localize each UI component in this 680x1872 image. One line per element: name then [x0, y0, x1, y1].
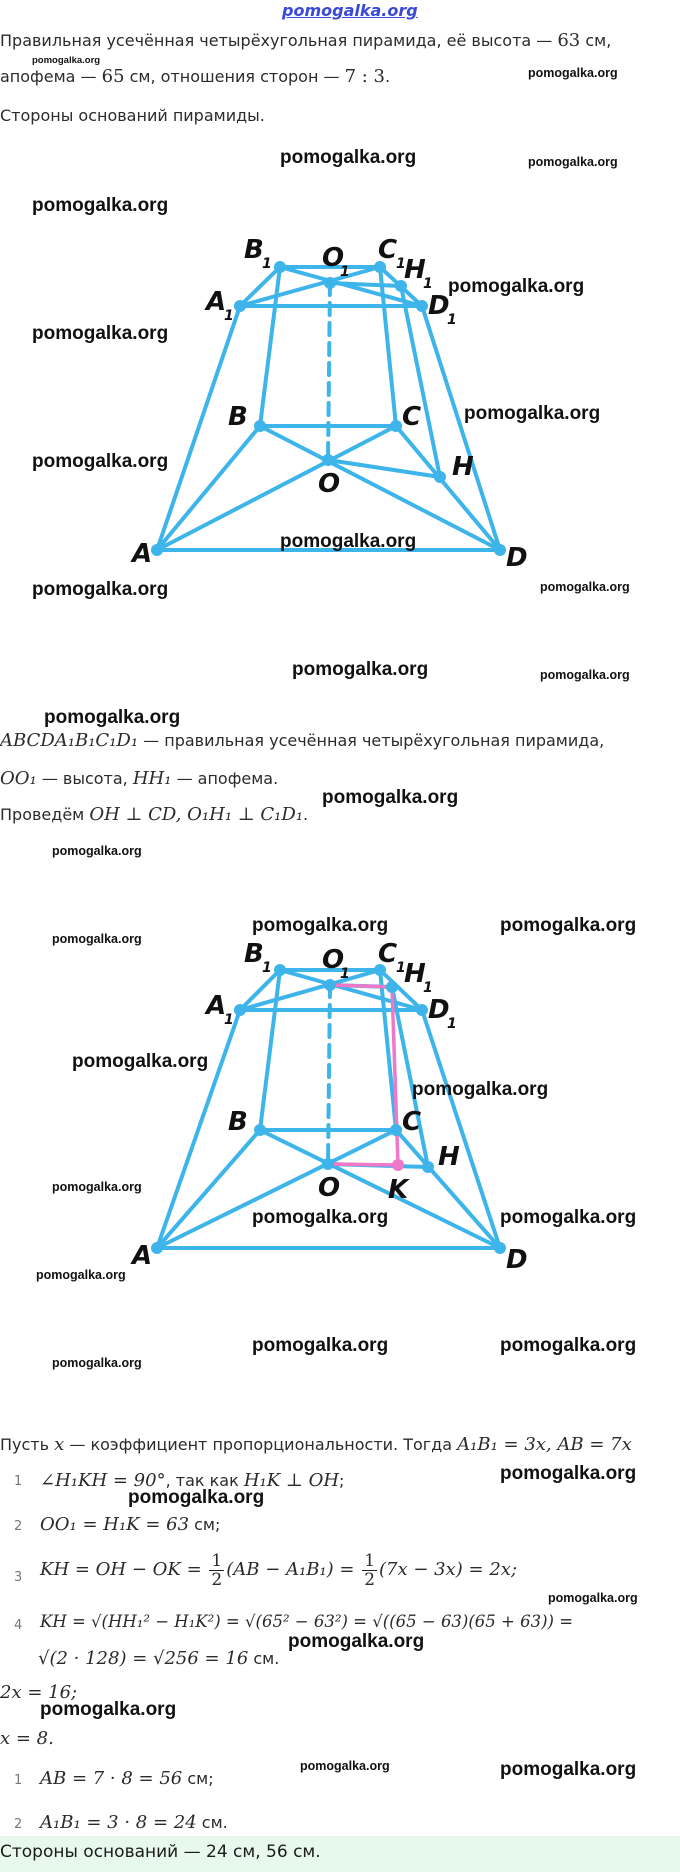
apothem-value: 65 [101, 66, 125, 87]
step-3 [40, 1552, 517, 1589]
watermark: pomogalka.org [52, 932, 142, 946]
step-math: ∠H₁KH = 90° [40, 1470, 166, 1491]
watermark: pomogalka.org [412, 1079, 549, 1100]
result-1 [40, 1768, 214, 1789]
watermark: pomogalka.org [32, 579, 169, 600]
var-x: x [54, 1434, 65, 1455]
result-number: 2 [14, 1817, 23, 1832]
apothem-segment: HH₁ [132, 768, 172, 789]
watermark: pomogalka.org [448, 276, 585, 297]
step-math: √(2 · 128) = √256 = 16 [38, 1648, 249, 1669]
result-text: см. [196, 1813, 228, 1832]
problem-text: апофема — [0, 67, 102, 86]
label-sub: 1 [224, 1012, 234, 1028]
step-math: OO₁ = H₁K = 63 [40, 1514, 190, 1535]
solution-line-2 [0, 768, 278, 789]
result-text: см; [182, 1769, 214, 1788]
watermark: pomogalka.org [52, 1180, 142, 1194]
step-math: KH = OH − OK = [40, 1559, 208, 1580]
step-math: (AB − A₁B₁) = [226, 1559, 361, 1580]
fraction [209, 1552, 224, 1589]
problem-text: Правильная усечённая четырёхугольная пирамида, её высота — [0, 31, 558, 50]
watermark: pomogalka.org [322, 787, 459, 808]
step-math: H₁K ⊥ OH [243, 1470, 340, 1491]
fraction [362, 1552, 377, 1589]
label-C: C [402, 402, 422, 432]
height-segment: OO₁ [0, 768, 37, 789]
watermark: pomogalka.org [72, 1051, 209, 1072]
label-O: O [318, 1173, 341, 1203]
numerator: 1 [364, 1551, 376, 1571]
label-C1: C [378, 235, 398, 265]
watermark: pomogalka.org [500, 1463, 637, 1484]
unit: см [129, 67, 151, 86]
answer-text: Стороны оснований — 24 см, 56 см. [0, 1842, 321, 1862]
unit: см [585, 31, 607, 50]
watermark: pomogalka.org [32, 323, 169, 344]
answer-box [0, 1836, 680, 1872]
steps-text: — коэффициент пропорциональности. Тогда [64, 1435, 458, 1454]
watermark: pomogalka.org [252, 915, 389, 936]
problem-question: Стороны оснований пирамиды. [0, 106, 265, 125]
label-sub: 1 [447, 312, 457, 328]
step-math: (7x − 3x) = 2x; [379, 1559, 518, 1580]
sides-expr: A₁B₁ = 3x, AB = 7x [457, 1434, 632, 1455]
step-text: см; [189, 1515, 221, 1534]
problem-text: , отношения сторон — [150, 67, 345, 86]
label-A: A [132, 1241, 153, 1271]
label-D: D [506, 1245, 528, 1275]
label-sub: 1 [224, 308, 234, 324]
watermark: pomogalka.org [128, 1487, 265, 1508]
denominator: 2 [364, 1570, 376, 1590]
watermark: pomogalka.org [528, 66, 618, 80]
label-A1: A [206, 287, 227, 317]
watermark: pomogalka.org [280, 147, 417, 168]
result-number: 1 [14, 1773, 23, 1788]
label-sub: 1 [396, 960, 406, 976]
label-A: A [132, 539, 153, 569]
label-O: O [318, 469, 341, 499]
watermark: pomogalka.org [288, 1631, 425, 1652]
watermark: pomogalka.org [252, 1335, 389, 1356]
watermark: pomogalka.org [280, 531, 417, 552]
watermark: pomogalka.org [500, 1759, 637, 1780]
solution-text: — правильная усечённая четырёхугольная пирамида, [138, 731, 605, 750]
label-sub: 1 [396, 256, 406, 272]
watermark: pomogalka.org [548, 1591, 638, 1605]
watermark: pomogalka.org [464, 403, 601, 424]
solution-text: Проведём [0, 805, 90, 824]
watermark: pomogalka.org [32, 451, 169, 472]
punct: , [606, 31, 612, 50]
punct: . [303, 805, 309, 824]
watermark: pomogalka.org [52, 1356, 142, 1370]
punct: . [385, 67, 391, 86]
solution-text: — высота, [36, 769, 133, 788]
punct: ; [339, 1471, 345, 1490]
result-math: AB = 7 · 8 = 56 [40, 1768, 183, 1789]
result-2 [40, 1812, 228, 1833]
watermark: pomogalka.org [500, 1207, 637, 1228]
step-4 [40, 1612, 573, 1631]
watermark: pomogalka.org [500, 915, 637, 936]
step-number: 3 [14, 1570, 23, 1585]
label-sub: 1 [262, 256, 272, 272]
step-number: 4 [14, 1618, 23, 1633]
label-sub: 1 [423, 980, 433, 996]
label-D: D [506, 543, 528, 573]
label-A1: A [206, 991, 227, 1021]
site-link[interactable]: pomogalka.org [282, 1, 418, 20]
label-K: K [388, 1175, 409, 1205]
pyramid-name: ABCDA₁B₁C₁D₁ [0, 730, 139, 751]
label-sub: 1 [340, 966, 350, 982]
label-D1: D [428, 995, 450, 1025]
perpendiculars: OH ⊥ CD, O₁H₁ ⊥ C₁D₁ [89, 804, 304, 825]
label-O1: O [322, 243, 345, 273]
point-K [392, 1159, 404, 1171]
label-H1: H [404, 255, 426, 285]
watermark: pomogalka.org [540, 668, 630, 682]
label-sub: 1 [447, 1016, 457, 1032]
steps-intro [0, 1434, 632, 1455]
watermark: pomogalka.org [52, 844, 142, 858]
label-B: B [228, 402, 248, 432]
solution-line-1 [0, 730, 604, 751]
equation-2: x = 8. [0, 1728, 54, 1749]
label-H: H [438, 1142, 460, 1172]
label-D1: D [428, 291, 450, 321]
label-H: H [452, 452, 474, 482]
problem-line-1 [0, 30, 611, 51]
figure-1-pyramid [0, 200, 680, 580]
watermark: pomogalka.org [500, 1335, 637, 1356]
step-math: KH = √(HH₁² − H₁K²) = √(65² − 63²) = √((65 − 63)(65 + 63)) = [40, 1612, 574, 1631]
solution-line-3 [0, 804, 308, 825]
problem-line-2 [0, 66, 390, 87]
watermark: pomogalka.org [40, 1699, 177, 1720]
watermark: pomogalka.org [252, 1207, 389, 1228]
watermark: pomogalka.org [44, 707, 181, 728]
watermark: pomogalka.org [528, 155, 618, 169]
numerator: 1 [211, 1551, 223, 1571]
label-B: B [228, 1107, 248, 1137]
step-2 [40, 1514, 220, 1535]
watermark: pomogalka.org [540, 580, 630, 594]
label-C: C [402, 1107, 422, 1137]
equation-1: 2x = 16; [0, 1682, 78, 1703]
result-math: A₁B₁ = 3 · 8 = 24 [40, 1812, 197, 1833]
label-sub: 1 [340, 264, 350, 280]
step-number: 2 [14, 1519, 23, 1534]
label-B1: B [244, 939, 264, 969]
height-value: 63 [557, 30, 581, 51]
step-4-cont [38, 1648, 279, 1669]
steps-text: Пусть [0, 1435, 55, 1454]
label-H1: H [404, 959, 426, 989]
solution-text: — апофема. [171, 769, 279, 788]
ratio-value: 7 : 3 [344, 66, 385, 87]
watermark: pomogalka.org [32, 55, 101, 66]
step-text: , так как [165, 1471, 244, 1490]
label-sub: 1 [423, 276, 433, 292]
denominator: 2 [211, 1570, 223, 1590]
watermark: pomogalka.org [292, 659, 429, 680]
watermark: pomogalka.org [300, 1759, 390, 1773]
step-text: см. [248, 1649, 280, 1668]
step-number: 1 [14, 1474, 23, 1489]
label-O1: O [322, 945, 345, 975]
label-sub: 1 [262, 960, 272, 976]
watermark: pomogalka.org [32, 195, 169, 216]
watermark: pomogalka.org [36, 1268, 126, 1282]
label-C1: C [378, 939, 398, 969]
label-B1: B [244, 235, 264, 265]
